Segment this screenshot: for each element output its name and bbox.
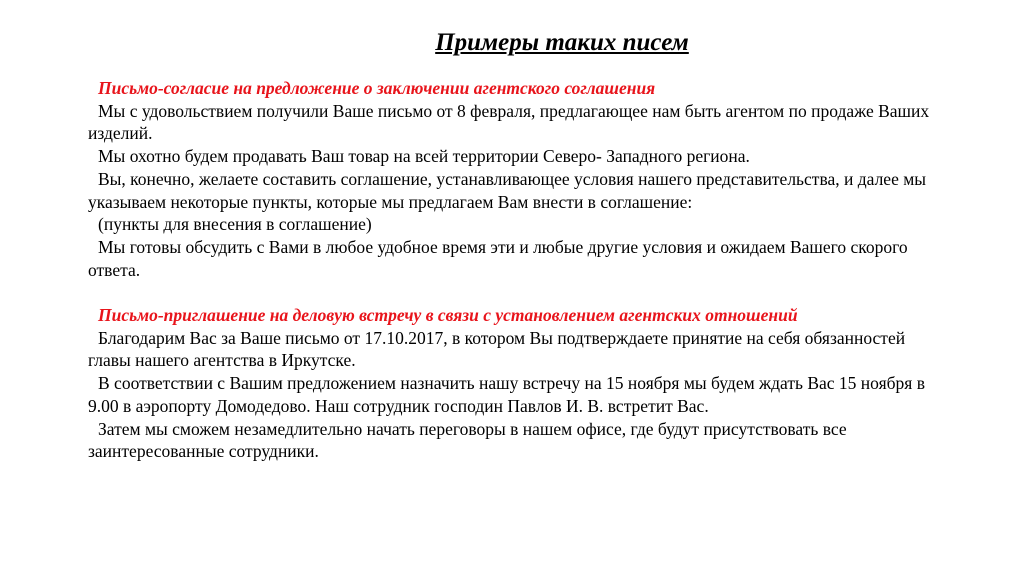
letter-section-consent	[88, 77, 948, 281]
letter-section-invitation	[88, 304, 948, 463]
section-heading: Письмо-согласие на предложение о заключении агентского соглашения	[98, 78, 656, 98]
paragraph: Мы с удовольствием получили Ваше письмо от 8 февраля, предлагающее нам быть агентом по продаже Ваших изделий.	[88, 100, 930, 144]
paragraph: Вы, конечно, желаете составить соглашение, устанавливающее условия нашего представительства, и далее мы указываем некоторые пункты, которые мы предлагаем Вам внести в соглашение:	[88, 168, 927, 212]
paragraph: (пункты для внесения в соглашение)	[98, 214, 372, 235]
section-heading: Письмо-приглашение на деловую встречу в связи с установлением агентских отношений	[98, 305, 798, 326]
paragraph: Мы готовы обсудить с Вами в любое удобное время эти и любые другие условия и ожидаем Вашего скорого ответа.	[88, 236, 908, 280]
paragraph: В соответствии с Вашим предложением назначить нашу встречу на 15 ноября мы будем ждать Вас 15 ноября в 9.00 в аэропорту Домодедово. Наш сотрудник господин Павлов И. В. встретит Вас.	[88, 373, 925, 416]
paragraph: Затем мы сможем незамедлительно начать переговоры в нашем офисе, где будут присутствовать все заинтересованные сотрудники.	[88, 418, 847, 462]
slide-title: Примеры таких писем	[435, 29, 689, 56]
paragraph: Благодарим Вас за Ваше письмо от 17.10.2017, в котором Вы подтверждаете принятие на себя обязанностей главы нашего агентства в Иркутске.	[88, 327, 906, 371]
slide-body	[88, 77, 948, 463]
paragraph: Мы охотно будем продавать Ваш товар на всей территории Северо- Западного региона.	[98, 146, 750, 167]
